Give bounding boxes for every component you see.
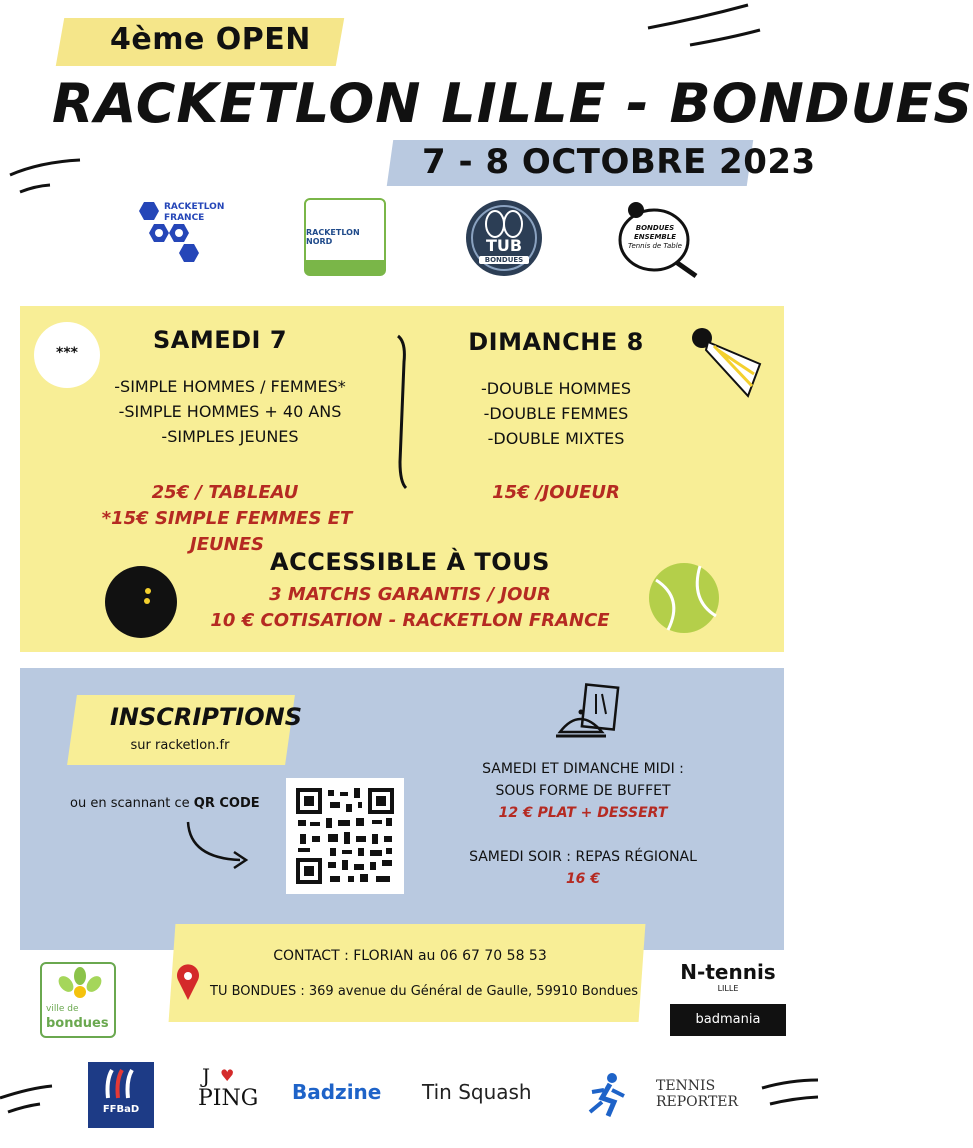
divider-line xyxy=(392,332,422,492)
event-dates: 7 - 8 OCTOBRE 2023 xyxy=(422,142,816,182)
contact-phone: CONTACT : FLORIAN au 06 67 70 58 53 xyxy=(273,948,547,964)
saturday-event: -SIMPLE HOMMES + 40 ANS xyxy=(118,402,342,421)
catering-info xyxy=(468,758,698,890)
saturday-event: -SIMPLE HOMMES / FEMMES* xyxy=(114,377,346,396)
sunday-title: DIMANCHE 8 xyxy=(468,328,644,356)
jping-logo xyxy=(196,1062,260,1126)
ntennis-sub: LILLE xyxy=(717,984,739,993)
registration-link[interactable]: sur racketlon.fr xyxy=(130,738,230,753)
tinsquash-logo: Tin Squash xyxy=(422,1080,532,1104)
ville-line2: bondues xyxy=(46,1016,109,1031)
qr-instruction xyxy=(70,796,270,811)
contact-banner xyxy=(169,924,646,1022)
tub-sub-label: BONDUES xyxy=(479,256,529,264)
ville-bondues-logo xyxy=(40,962,116,1038)
tennis-reporter-logo xyxy=(656,1078,738,1110)
evening-meal: SAMEDI SOIR : REPAS RÉGIONAL xyxy=(469,849,697,865)
tennis-reporter-line1: TENNIS xyxy=(656,1078,716,1094)
squash-ball-icon xyxy=(104,565,178,639)
racketlon-nord-logo xyxy=(304,198,386,276)
jping-ping: PING xyxy=(198,1086,259,1111)
saturday-title: SAMEDI 7 xyxy=(152,326,288,354)
venue-address: TU BONDUES : 369 avenue du Général de Gaulle, 59910 Bondues xyxy=(210,984,639,999)
sunday-event: -DOUBLE FEMMES xyxy=(483,404,629,423)
event-title: RACKETLON LILLE - BONDUES xyxy=(52,72,973,135)
midday-line1: SAMEDI ET DIMANCHE MIDI : xyxy=(482,761,684,777)
qr-label: QR CODE xyxy=(193,796,260,811)
ntennis-logo xyxy=(676,960,780,993)
runner-icon xyxy=(588,1072,628,1118)
racketlon-france-logo xyxy=(130,198,226,270)
tennis-reporter-line2: REPORTER xyxy=(656,1094,739,1110)
qr-prefix: ou en scannant ce xyxy=(70,796,190,811)
jping-j: J xyxy=(202,1064,211,1088)
food-service-icon xyxy=(556,684,626,744)
tub-label: TUB xyxy=(485,236,523,255)
badzine-logo: Badzine xyxy=(292,1080,382,1104)
location-pin-icon xyxy=(176,964,200,1002)
arrow-icon xyxy=(180,818,260,872)
saturday-price: 25€ / TABLEAU xyxy=(151,482,299,503)
access-title: ACCESSIBLE À TOUS xyxy=(270,548,550,576)
registration-title: INSCRIPTIONS xyxy=(110,703,302,731)
saturday-event: -SIMPLES JEUNES xyxy=(161,427,299,446)
saturday-price-note: *15€ SIMPLE FEMMES ET JEUNES xyxy=(101,508,353,555)
edition-label: 4ème OPEN xyxy=(110,22,311,57)
heart-icon: ♥ xyxy=(220,1066,235,1085)
access-membership: 10 € COTISATION - RACKETLON FRANCE xyxy=(210,610,610,631)
sunday-price: 15€ /JOUEUR xyxy=(492,482,620,503)
racketlon-nord-label: RACKETLON NORD xyxy=(306,228,360,246)
midday-price: 12 € PLAT + DESSERT xyxy=(498,805,668,821)
racketlon-france-line2: FRANCE xyxy=(164,213,205,223)
midday-line2: SOUS FORME DE BUFFET xyxy=(495,783,671,799)
bondues-ensemble-line1: BONDUES xyxy=(635,224,675,232)
badmania-logo: badmania xyxy=(670,1004,786,1036)
qr-code[interactable] xyxy=(286,778,404,894)
ffbad-label: FFBaD xyxy=(102,1104,140,1115)
saturday-events xyxy=(90,374,370,449)
ntennis-name: N-tennis xyxy=(680,960,776,984)
bondues-ensemble-line3: Tennis de Table xyxy=(628,242,682,250)
tub-logo xyxy=(463,198,545,278)
sunday-event: -DOUBLE MIXTES xyxy=(487,429,625,448)
bondues-ensemble-logo xyxy=(614,200,706,280)
racketlon-france-line1: RACKETLON xyxy=(164,202,225,212)
sunday-event: -DOUBLE HOMMES xyxy=(481,379,631,398)
ffbad-logo xyxy=(88,1062,154,1128)
ball-marks: *** xyxy=(56,345,78,361)
bondues-ensemble-line2: ENSEMBLE xyxy=(633,233,676,241)
ville-line1: ville de xyxy=(46,1004,79,1014)
access-matches: 3 MATCHS GARANTIS / JOUR xyxy=(269,584,551,605)
tennis-ball-icon xyxy=(648,560,720,636)
shuttlecock-icon xyxy=(688,324,768,404)
sunday-events xyxy=(456,376,656,451)
evening-price: 16 € xyxy=(565,871,601,887)
